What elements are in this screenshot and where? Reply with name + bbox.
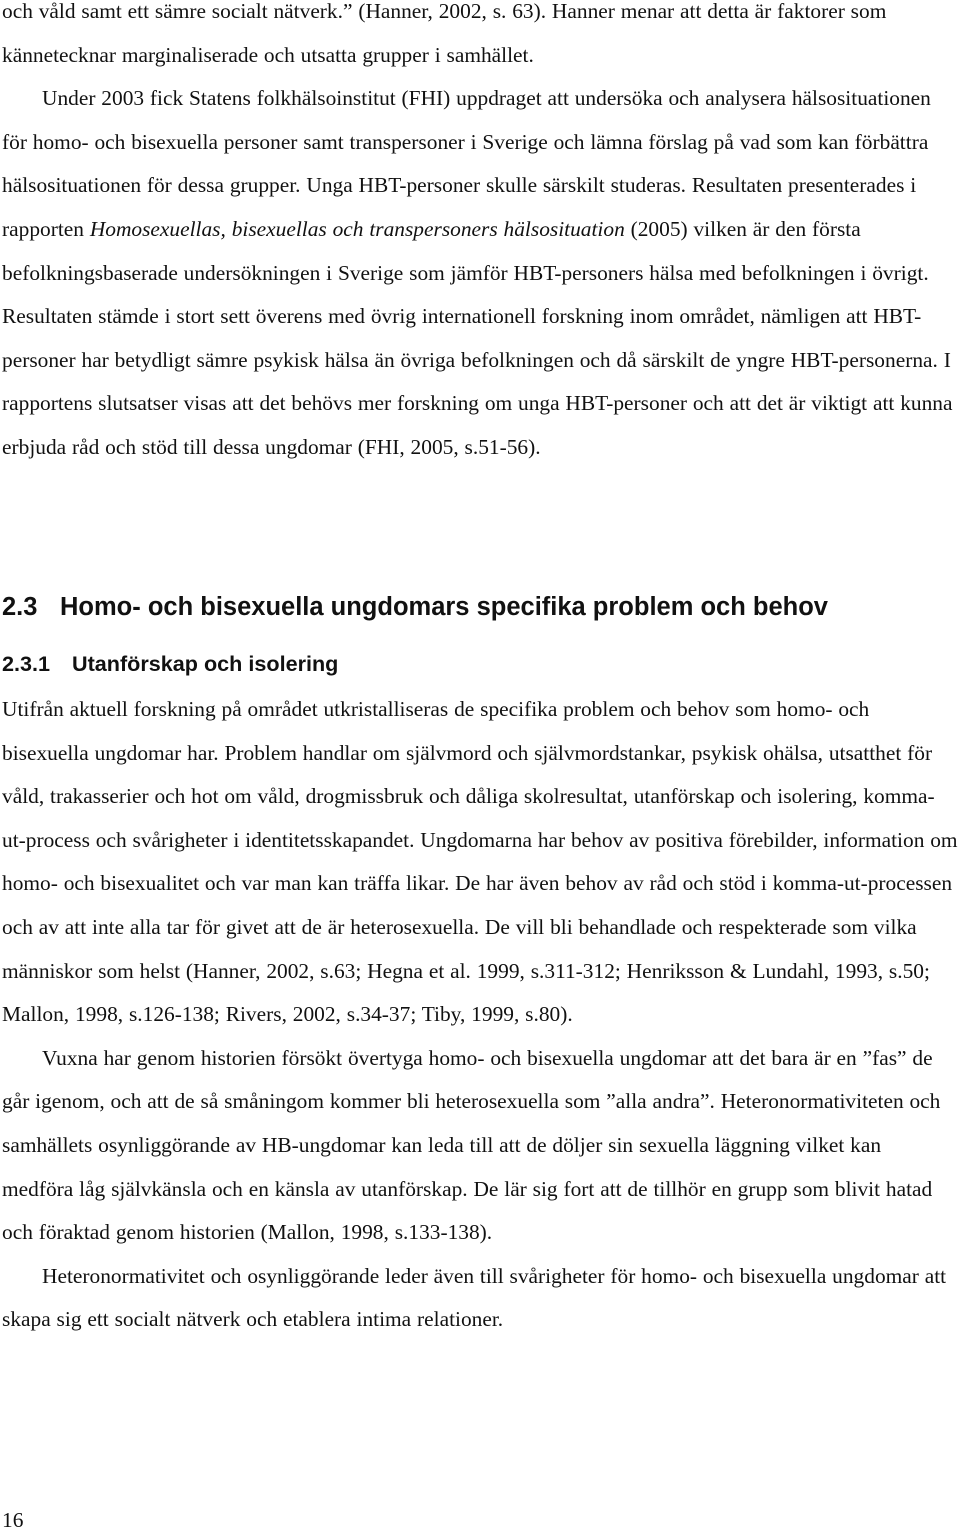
continuation-paragraph: och våld samt ett sämre socialt nätverk.” (Hanner, 2002, s. 63). Hanner menar att detta är faktorer som kännetecknar marginaliserade och utsatta grupper i samhället. <box>2 0 887 67</box>
report-title: Homosexuellas, bisexuellas och transpersoners hälsosituation <box>89 216 625 241</box>
page-number: 16 <box>2 1508 24 1532</box>
body-paragraph: Heteronormativitet och osynliggörande leder även till svårigheter för homo- och bisexuella ungdomar att skapa sig ett socialt nätverk och etablera intima relationer. <box>2 1263 947 1332</box>
subsection-title: Utanförskap och isolering <box>72 651 339 676</box>
subsection-heading <box>2 644 338 684</box>
fhi-paragraph-part2: (2005) vilken är den första befolkningsbaserade undersökningen i Sverige som jämför HBT-personers hälsa med befolkningen i övrigt. Resultaten stämde i stort sett överens med övrig internationell forskning inom området, nämligen att HBT-personer har betydligt sämre psykisk hälsa än övriga befolkningen och då särskilt de yngre HBT-personerna. I rapportens slutsatser visas att det behövs mer forskning om unga HBT-personer och att det är viktigt att kunna erbjuda råd och stöd till dessa ungdomar (FHI, 2005, s.51-56). <box>2 216 953 459</box>
body-paragraph: Utifrån aktuell forskning på området utkristalliseras de specifika problem och behov som homo- och bisexuella ungdomar har. Problem handlar om självmord och självmordstankar, psykisk ohälsa, utsatthet för våld, trakasserier och hot om våld, drogmissbruk och dåliga skolresultat, utanförskap och isolering, komma-ut-process och svårigheter i identitetsskapandet. Ungdomarna har behov av positiva förebilder, information om homo- och bisexualitet och var man kan träffa likar. De har även behov av råd och stöd i komma-ut-processen och av att inte alla tar för givet att de är heterosexuella. De vill bli behandlade och respekterade som vilka människor som helst (Hanner, 2002, s.63; Hegna et al. 1999, s.311-312; Henriksson & Lundahl, 1993, s.50; Mallon, 1998, s.126-138; Rivers, 2002, s.34-37; Tiby, 1999, s.80). <box>2 697 958 1027</box>
section-body <box>2 688 958 1342</box>
top-text-block <box>2 0 958 470</box>
section-heading <box>2 585 828 629</box>
subsection-number: 2.3.1 <box>2 651 51 676</box>
body-paragraph: Vuxna har genom historien försökt övertyga homo- och bisexuella ungdomar att det bara är en ”fas” de går igenom, och att de så småningom kommer bli heterosexuella som ”alla andra”. Heteronormativiteten och samhällets osynliggörande av HB-ungdomar kan leda till att de döljer sin sexuella läggning vilket kan medföra låg självkänsla och en känsla av utanförskap. De lär sig fort att de tillhör en grupp som blivit hatad och föraktad genom historien (Mallon, 1998, s.133-138). <box>2 1045 941 1245</box>
section-number: 2.3 <box>2 593 38 621</box>
fhi-paragraph-part1: Under 2003 fick Statens folkhälsoinstitut (FHI) uppdraget att undersöka och analysera hälsosituationen för homo- och bisexuella personer samt transpersoner i Sverige och lämna förslag på vad som kan förbättra hälsosituationen för dessa grupper. Unga HBT-personer skulle särskilt studeras. Resultaten presenterades i rapporten <box>2 86 931 241</box>
fhi-paragraph <box>2 77 958 469</box>
section-title: Homo- och bisexuella ungdomars specifika problem och behov <box>60 593 828 621</box>
